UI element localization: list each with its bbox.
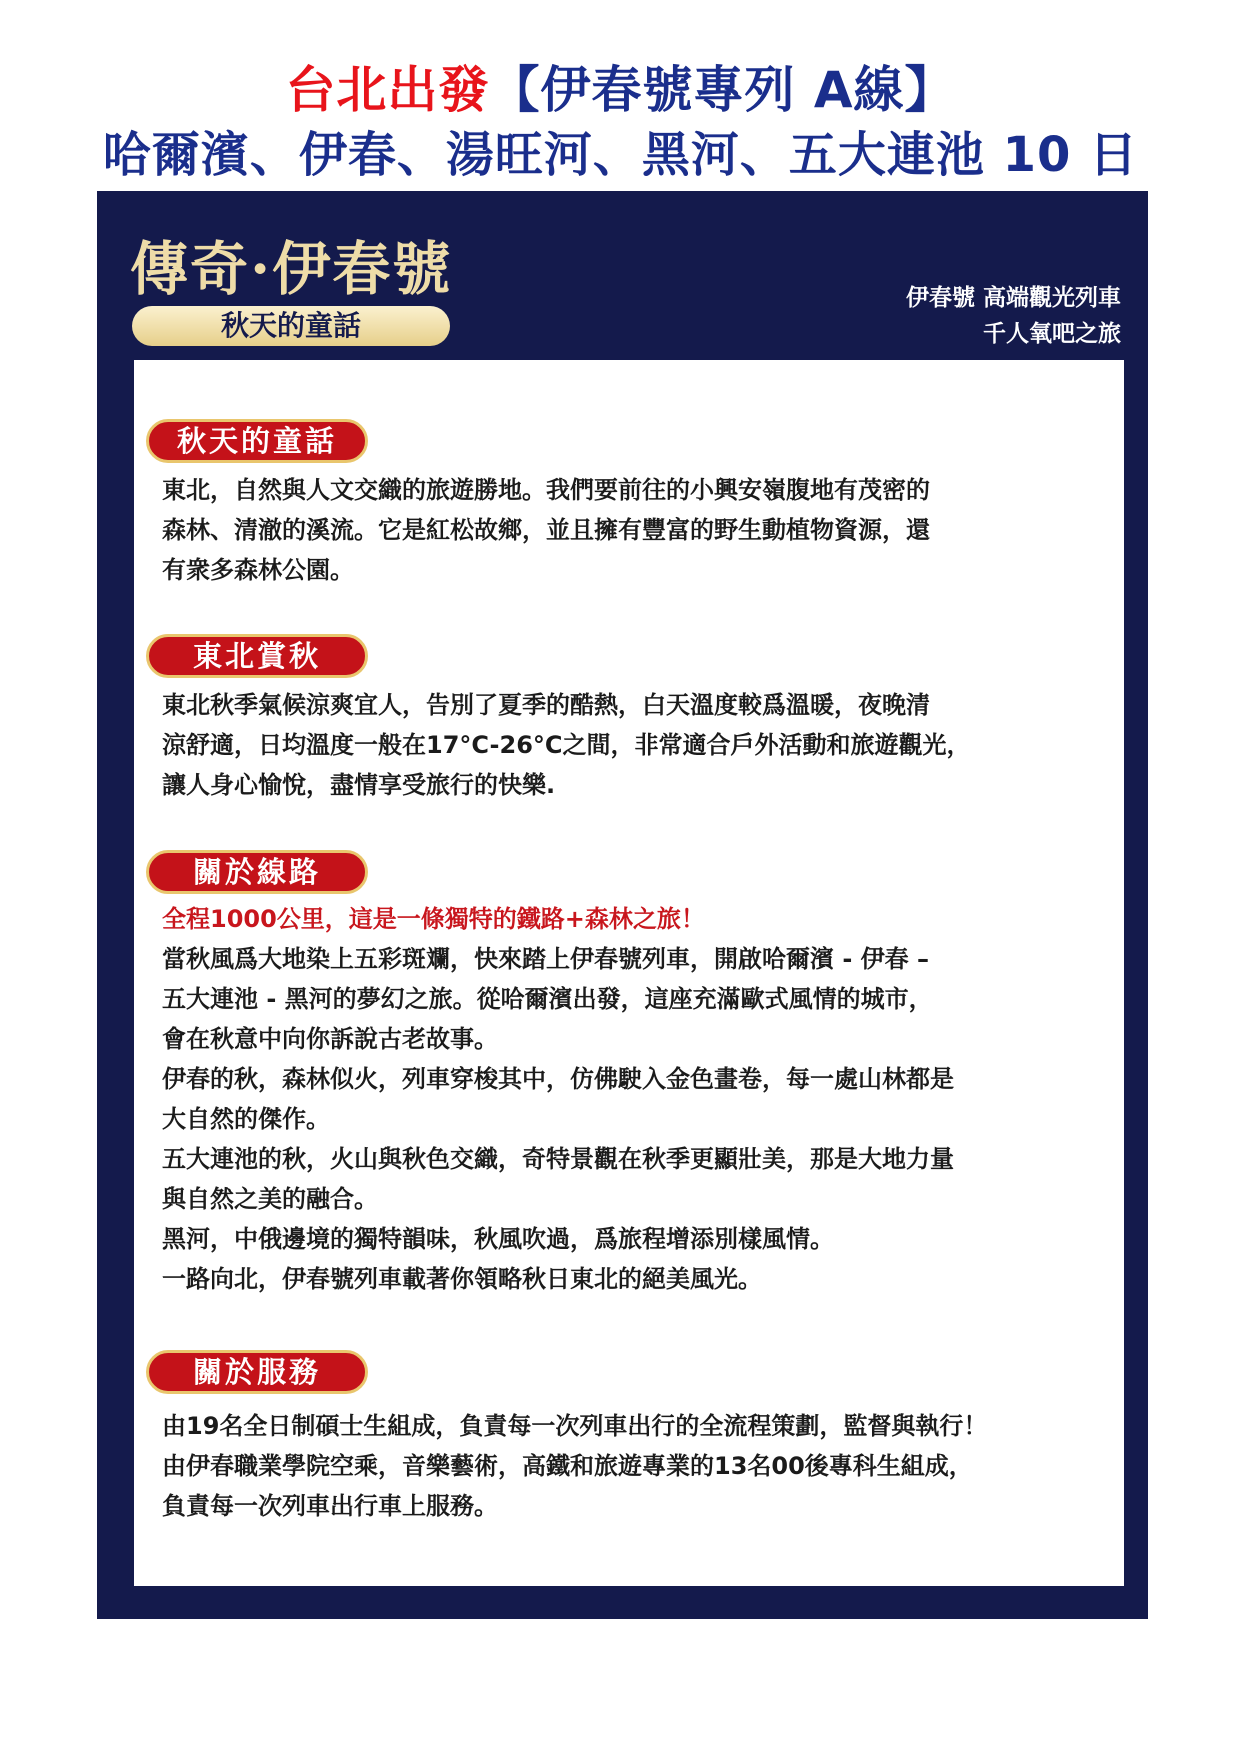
text-line: 五大連池 - 黑河的夢幻之旅。從哈爾濱出發，這座充滿歐式風情的城市，	[162, 985, 933, 1013]
text-line: 讓人身心愉悅，盡情享受旅行的快樂.	[162, 771, 556, 799]
section-body-about-route	[162, 899, 1122, 1299]
text-line: 涼舒適，日均溫度一般在17°C-26°C之間，非常適合戶外活動和旅遊觀光，	[162, 731, 971, 759]
title-departure: 台北出發	[285, 61, 490, 119]
route-highlight: 全程1000公里，這是一條獨特的鐵路+森林之旅！	[162, 905, 705, 933]
section-tag-autumn-fairytale: 秋天的童話	[146, 419, 368, 463]
brand-subtitle-line1: 伊春號 高端觀光列車	[905, 284, 1121, 311]
text-line: 一路向北，伊春號列車載著你領略秋日東北的絕美風光。	[162, 1265, 762, 1293]
title-route-name: 【伊春號專列 A線】	[489, 61, 956, 119]
brand-title: 傳奇·伊春號	[130, 235, 453, 303]
page-title-line2: 哈爾濱、伊春、湯旺河、黑河、五大連池 10 日	[102, 127, 1139, 183]
section-body-autumn-fairytale	[162, 470, 1122, 590]
text-line: 與自然之美的融合。	[162, 1185, 378, 1213]
page-title-line1	[0, 58, 1241, 122]
brand-pill: 秋天的童話	[132, 306, 450, 346]
section-tag-about-service: 關於服務	[146, 1350, 368, 1394]
text-line: 森林、清澈的溪流。它是紅松故鄉，並且擁有豐富的野生動植物資源，還	[162, 516, 930, 544]
brand-subtitle-line2: 千人氧吧之旅	[983, 320, 1121, 347]
section-tag-about-route: 關於線路	[146, 850, 368, 894]
text-line: 東北，自然與人文交織的旅遊勝地。我們要前往的小興安嶺腹地有茂密的	[162, 476, 930, 504]
text-line: 大自然的傑作。	[162, 1105, 330, 1133]
text-line: 黑河，中俄邊境的獨特韻味，秋風吹過，爲旅程增添別樣風情。	[162, 1225, 834, 1253]
section-body-northeast-autumn	[162, 685, 1122, 805]
text-line: 伊春的秋，森林似火，列車穿梭其中，仿佛駛入金色畫卷，每一處山林都是	[162, 1065, 954, 1093]
text-line: 負責每一次列車出行車上服務。	[162, 1492, 498, 1520]
text-line: 五大連池的秋，火山與秋色交織，奇特景觀在秋季更顯壯美，那是大地力量	[162, 1145, 954, 1173]
section-tag-northeast-autumn: 東北賞秋	[146, 634, 368, 678]
text-line: 有衆多森林公園。	[162, 556, 354, 584]
text-line: 東北秋季氣候涼爽宜人，告別了夏季的酷熱，白天溫度較爲溫暖，夜晚清	[162, 691, 930, 719]
text-line: 當秋風爲大地染上五彩斑斕，快來踏上伊春號列車，開啟哈爾濱 - 伊春 –	[162, 945, 930, 973]
text-line: 會在秋意中向你訴說古老故事。	[162, 1025, 498, 1053]
text-line: 由19名全日制碩士生組成，負責每一次列車出行的全流程策劃，監督與執行！	[162, 1412, 988, 1440]
text-line: 由伊春職業學院空乘，音樂藝術，高鐵和旅遊專業的13名00後專科生組成，	[162, 1452, 973, 1480]
section-body-about-service	[162, 1406, 1122, 1526]
brand-subtitle	[906, 280, 1121, 352]
